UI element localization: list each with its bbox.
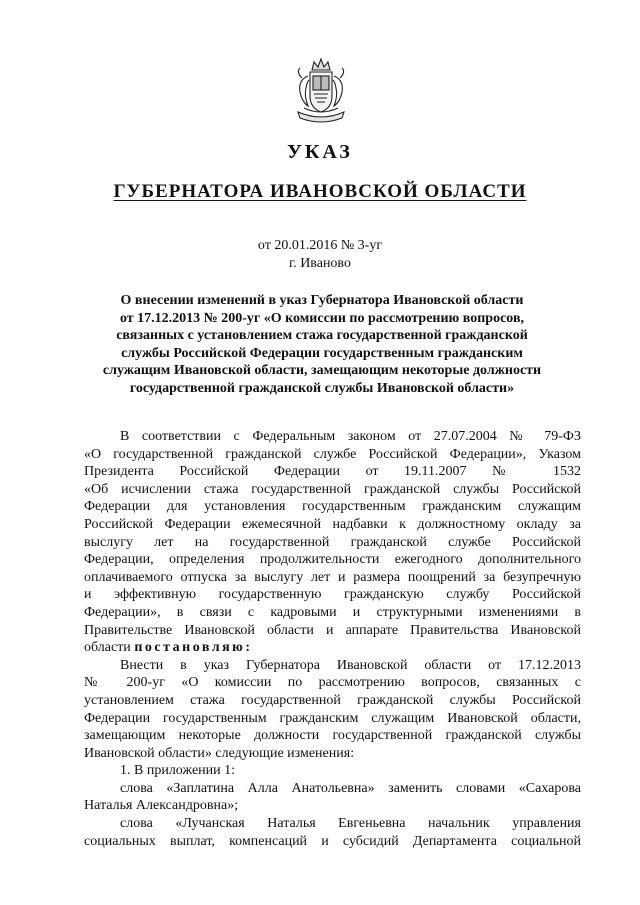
- body-line: Внести в указ Губернатора Ивановской области от 17.12.2013: [120, 657, 581, 673]
- city: г. Иваново: [289, 256, 351, 271]
- body-line: Федерации», в связи с кадровыми и структурными изменениями в: [84, 604, 581, 620]
- body-line: Российской Федерации ежемесячной надбавки к должностному окладу за: [84, 516, 581, 532]
- body-line: В соответствии с Федеральным законом от 27.07.2004 № 79-ФЗ: [120, 429, 581, 444]
- subject-line: службы Российской Федерации государственным гражданским: [121, 345, 523, 361]
- body-line: Федерации государственным гражданским служащим Ивановской области,: [84, 710, 581, 726]
- subject-line: О внесении изменений в указ Губернатора Ивановской области: [120, 293, 524, 308]
- body-line: выслугу лет на государственной гражданской службе Российской: [84, 534, 581, 550]
- document-body: [84, 428, 581, 850]
- document-type-title: УКАЗ: [287, 141, 353, 163]
- coat-of-arms-icon: [292, 56, 350, 126]
- item-heading: 1. В приложении 1:: [120, 763, 236, 779]
- issuer-title: ГУБЕРНАТОРА ИВАНОВСКОЙ ОБЛАСТИ: [113, 181, 527, 202]
- body-text: области: [84, 640, 135, 656]
- body-line: замещающим некоторые должности государственной гражданской службы: [84, 728, 581, 744]
- body-line: Президента Российской Федерации от 19.11.2007 № 1532: [84, 464, 581, 480]
- document-subject: [96, 292, 548, 397]
- body-line: Федерации, определения продолжительности ежегодного дополнительного: [84, 552, 581, 568]
- body-line: социальных выплат, компенсаций и субсидий Департамента социальной: [84, 833, 581, 849]
- body-line: Наталья Александровна»;: [84, 798, 239, 814]
- subject-line: связанных с установлением стажа государственной гражданской: [116, 328, 528, 343]
- body-line: установлением стажа государственной гражданской службы Российской: [84, 692, 581, 708]
- body-line: Ивановской области» следующие изменения:: [84, 745, 355, 761]
- body-line: «О государственной гражданской службе Российской Федерации», Указом: [84, 446, 581, 462]
- subject-line: государственной гражданской службы Ивановской области»: [129, 380, 515, 396]
- body-line: [84, 639, 581, 657]
- date-number: от 20.01.2016 № 3-уг: [257, 238, 383, 253]
- body-line: слова «Заплатина Алла Анатольевна» заменить словами «Сахарова: [120, 780, 581, 796]
- subject-line: служащим Ивановской области, замещающим некоторые должности: [102, 363, 542, 378]
- body-line: Правительстве Ивановской области и аппарате Правительства Ивановской: [84, 622, 581, 638]
- body-line: № 200-уг «О комиссии по рассмотрению вопросов, связанных с: [84, 675, 581, 691]
- body-line: и эффективную государственную гражданскую службу Российской: [84, 587, 581, 603]
- decree-keyword: постановляю:: [134, 640, 253, 656]
- subject-line: от 17.12.2013 № 200-уг «О комиссии по рассмотрению вопросов,: [119, 310, 525, 326]
- body-line: Федерации для установления государственным гражданским служащим: [84, 499, 581, 515]
- body-line: «Об исчислении стажа государственной гражданской службы Российской: [84, 481, 581, 497]
- body-line: оплачиваемого отпуска за выслугу лет и размера поощрений за безупречную: [84, 569, 581, 585]
- body-line: слова «Лучанская Наталья Евгеньевна начальник управления: [120, 816, 581, 832]
